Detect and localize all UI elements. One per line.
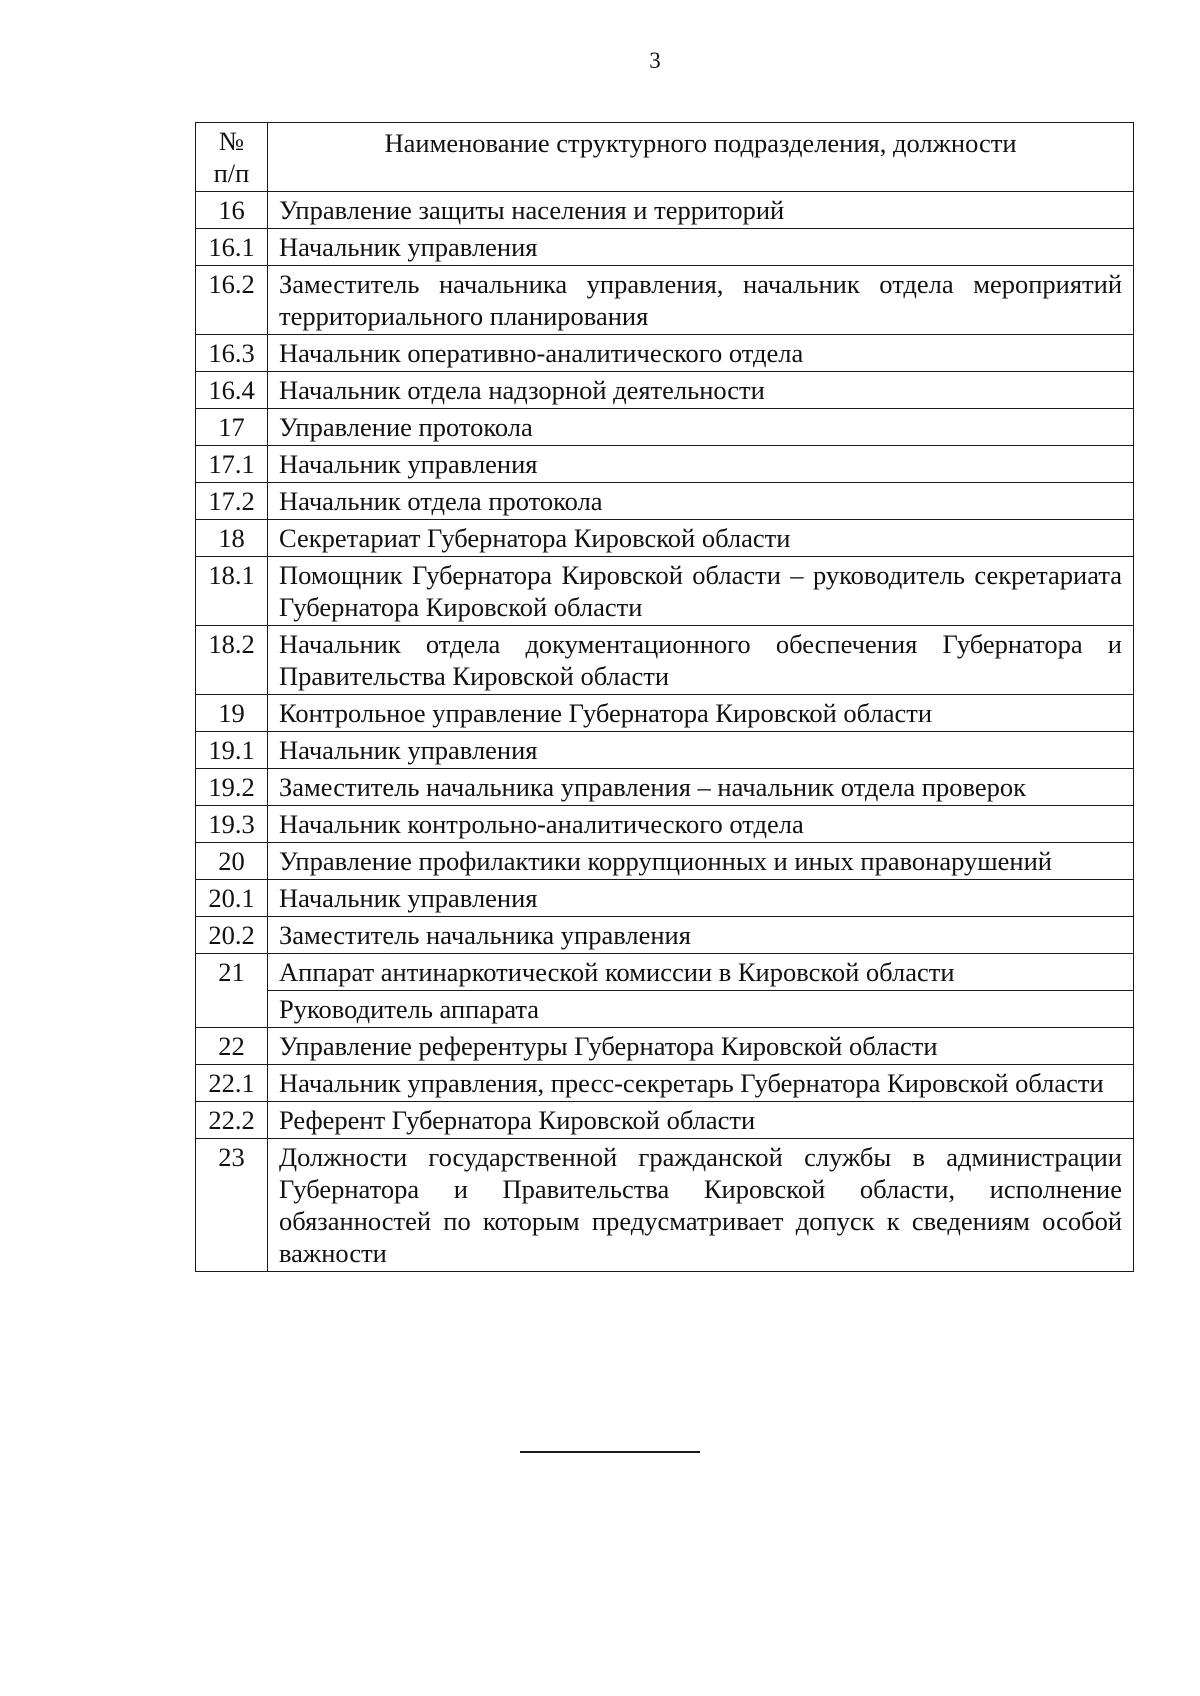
row-number: 16 — [196, 192, 268, 229]
table-row — [196, 695, 1134, 732]
row-name: Помощник Губернатора Кировской области – руководитель секретариата Губернатора Кировской области — [268, 557, 1134, 626]
row-number: 20.2 — [196, 917, 268, 954]
row-name: Начальник управления — [268, 229, 1134, 266]
row-name: Контрольное управление Губернатора Кировской области — [268, 695, 1134, 732]
table-row — [196, 769, 1134, 806]
row-name: Аппарат антинаркотической комиссии в Кировской области — [268, 954, 1134, 991]
table-row — [196, 229, 1134, 266]
page-number: 3 — [649, 48, 661, 73]
table-row — [196, 335, 1134, 372]
table-row — [196, 192, 1134, 229]
row-name: Секретариат Губернатора Кировской области — [268, 520, 1134, 557]
row-number: 17 — [196, 409, 268, 446]
row-name: Начальник отдела надзорной деятельности — [268, 372, 1134, 409]
row-number: 16.2 — [196, 266, 268, 335]
row-number: 16.4 — [196, 372, 268, 409]
row-number: 22 — [196, 1028, 268, 1065]
table-row — [196, 557, 1134, 626]
row-name: Управление профилактики коррупционных и иных правонарушений — [268, 843, 1134, 880]
table-header-row — [196, 123, 1134, 192]
row-number: 18.2 — [196, 626, 268, 695]
positions-table — [195, 122, 1134, 1272]
row-name: Управление протокола — [268, 409, 1134, 446]
column-header-number-abbrev: п/п — [213, 158, 250, 188]
end-rule — [520, 1451, 700, 1453]
row-name: Заместитель начальника управления — [268, 917, 1134, 954]
table-row — [196, 843, 1134, 880]
row-name: Начальник оперативно-аналитического отдела — [268, 335, 1134, 372]
table-row — [196, 917, 1134, 954]
table-row — [196, 991, 1134, 1028]
table-row — [196, 954, 1134, 991]
table-row — [196, 1028, 1134, 1065]
row-name: Начальник отдела протокола — [268, 483, 1134, 520]
table-row — [196, 732, 1134, 769]
row-number: 21 — [196, 954, 268, 1028]
column-header-name: Наименование структурного подразделения, должности — [268, 123, 1134, 192]
row-name: Референт Губернатора Кировской области — [268, 1102, 1134, 1139]
row-name: Заместитель начальника управления, начальник отдела мероприятий территориального планирования — [268, 266, 1134, 335]
row-number: 22.1 — [196, 1065, 268, 1102]
row-name: Управление защиты населения и территорий — [268, 192, 1134, 229]
row-name: Начальник отдела документационного обеспечения Губернатора и Правительства Кировской области — [268, 626, 1134, 695]
table-row — [196, 520, 1134, 557]
row-name: Начальник управления — [268, 732, 1134, 769]
row-number: 16.1 — [196, 229, 268, 266]
table-row — [196, 266, 1134, 335]
table-row — [196, 409, 1134, 446]
row-name: Начальник контрольно-аналитического отдела — [268, 806, 1134, 843]
row-number: 19.1 — [196, 732, 268, 769]
table-row — [196, 1065, 1134, 1102]
row-number: 18 — [196, 520, 268, 557]
row-sub-name: Руководитель аппарата — [268, 991, 1134, 1028]
row-name: Должности государственной гражданской службы в администрации Губернатора и Правительства Кировской области, исполнение обязанностей по которым предусматривает допуск к сведениям особой важности — [268, 1139, 1134, 1272]
row-name: Управление референтуры Губернатора Кировской области — [268, 1028, 1134, 1065]
row-number: 20 — [196, 843, 268, 880]
row-number: 17.2 — [196, 483, 268, 520]
row-number: 22.2 — [196, 1102, 268, 1139]
row-number: 16.3 — [196, 335, 268, 372]
column-header-number — [196, 123, 268, 192]
row-number: 18.1 — [196, 557, 268, 626]
table-row — [196, 446, 1134, 483]
row-number: 19.2 — [196, 769, 268, 806]
row-number: 19 — [196, 695, 268, 732]
table-row — [196, 483, 1134, 520]
row-name: Начальник управления, пресс-секретарь Губернатора Кировской области — [268, 1065, 1134, 1102]
row-number: 19.3 — [196, 806, 268, 843]
row-number: 20.1 — [196, 880, 268, 917]
row-number: 17.1 — [196, 446, 268, 483]
row-number: 23 — [196, 1139, 268, 1272]
table-row — [196, 880, 1134, 917]
table-row — [196, 806, 1134, 843]
column-header-number-symbol: № — [218, 126, 245, 156]
table-row — [196, 626, 1134, 695]
row-name: Заместитель начальника управления – начальник отдела проверок — [268, 769, 1134, 806]
row-name: Начальник управления — [268, 880, 1134, 917]
table-row — [196, 1102, 1134, 1139]
table-row — [196, 1139, 1134, 1272]
row-name: Начальник управления — [268, 446, 1134, 483]
table-row — [196, 372, 1134, 409]
